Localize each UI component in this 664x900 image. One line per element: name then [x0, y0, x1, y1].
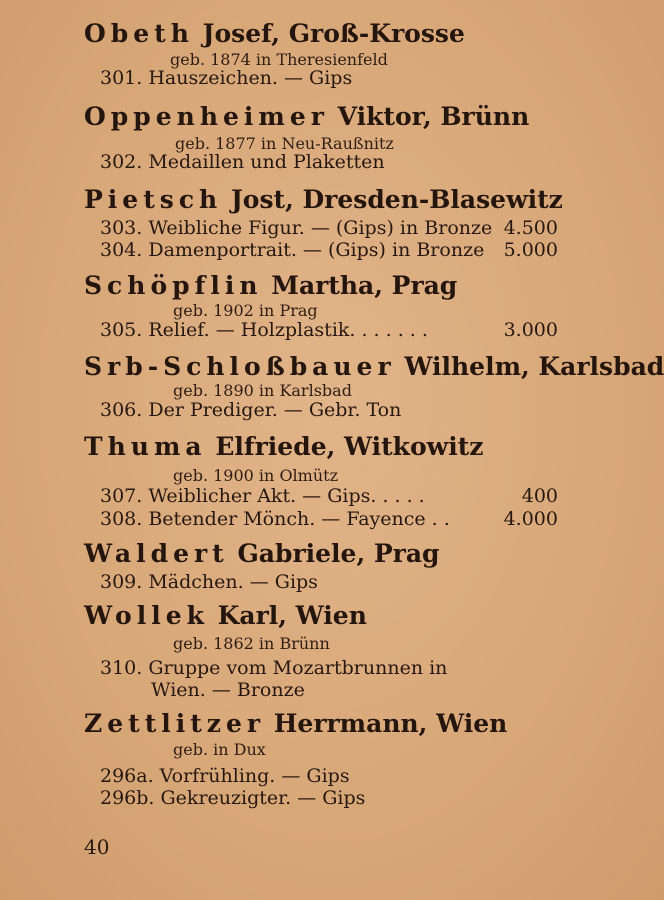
artist-rest: Martha, Prag [271, 271, 458, 300]
artist-surname: Waldert [84, 539, 229, 568]
page-number: 40 [84, 835, 110, 859]
artist-rest: Gabriele, Prag [237, 539, 440, 568]
artist-name [84, 102, 529, 132]
work-title: 304. Damenportrait. — (Gips) in Bronze [100, 239, 485, 261]
artist-surname: Oppenheimer [84, 102, 329, 131]
work-price: 4.500 [503, 217, 558, 239]
work-title: 306. Der Prediger. — Gebr. Ton [100, 399, 402, 421]
work-title: 310. Gruppe vom Mozartbrunnen in [100, 657, 448, 679]
birth-info: geb. in Dux [173, 740, 266, 759]
work-price: 5.000 [503, 239, 558, 261]
work-title: 309. Mädchen. — Gips [100, 571, 318, 593]
birth-info: geb. 1900 in Olmütz [173, 466, 339, 485]
artist-name [84, 185, 563, 215]
artist-name [84, 601, 367, 631]
work-title: 307. Weiblicher Akt. — Gips. . . . . [100, 485, 425, 507]
artist-surname: Thuma [84, 432, 207, 461]
work-title: 296b. Gekreuzigter. — Gips [100, 787, 366, 809]
artist-rest: Herrmann, Wien [273, 709, 508, 738]
artist-rest: Josef, Groß-Krosse [202, 19, 465, 48]
artist-rest: Elfriede, Witkowitz [215, 432, 484, 461]
birth-info: geb. 1877 in Neu-Raußnitz [175, 134, 394, 153]
work-title: 301. Hauszeichen. — Gips [100, 67, 353, 89]
artist-rest: Wilhelm, Karlsbad [404, 352, 664, 381]
artist-surname: Srb-Schloßbauer [84, 352, 396, 381]
work-title: 302. Medaillen und Plaketten [100, 151, 385, 173]
artist-rest: Karl, Wien [217, 601, 367, 630]
artist-name [84, 19, 465, 49]
artist-name [84, 709, 507, 739]
artist-name [84, 352, 664, 382]
work-price: 3.000 [503, 319, 558, 341]
work-price: 4.000 [503, 508, 558, 530]
artist-name [84, 432, 483, 462]
work-title: 305. Relief. — Holzplastik. . . . . . . [100, 319, 428, 341]
birth-info: geb. 1902 in Prag [173, 301, 318, 320]
artist-surname: Obeth [84, 19, 194, 48]
work-price: 400 [521, 485, 558, 507]
artist-surname: Zettlitzer [84, 709, 266, 738]
birth-info: geb. 1890 in Karlsbad [173, 381, 352, 400]
artist-surname: Schöpflin [84, 271, 263, 300]
artist-rest: Viktor, Brünn [337, 102, 530, 131]
work-title: 308. Betender Mönch. — Fayence . . [100, 508, 450, 530]
artist-surname: Wollek [84, 601, 209, 630]
artist-name [84, 271, 457, 301]
artist-surname: Pietsch [84, 185, 223, 214]
work-title: 303. Weibliche Figur. — (Gips) in Bronze [100, 217, 493, 239]
birth-info: geb. 1862 in Brünn [173, 634, 330, 653]
artist-rest: Jost, Dresden-Blasewitz [230, 185, 563, 214]
birth-info: geb. 1874 in Theresienfeld [170, 50, 388, 69]
work-title: 296a. Vorfrühling. — Gips [100, 765, 350, 787]
artist-name [84, 539, 440, 569]
work-title: Wien. — Bronze [151, 679, 305, 701]
